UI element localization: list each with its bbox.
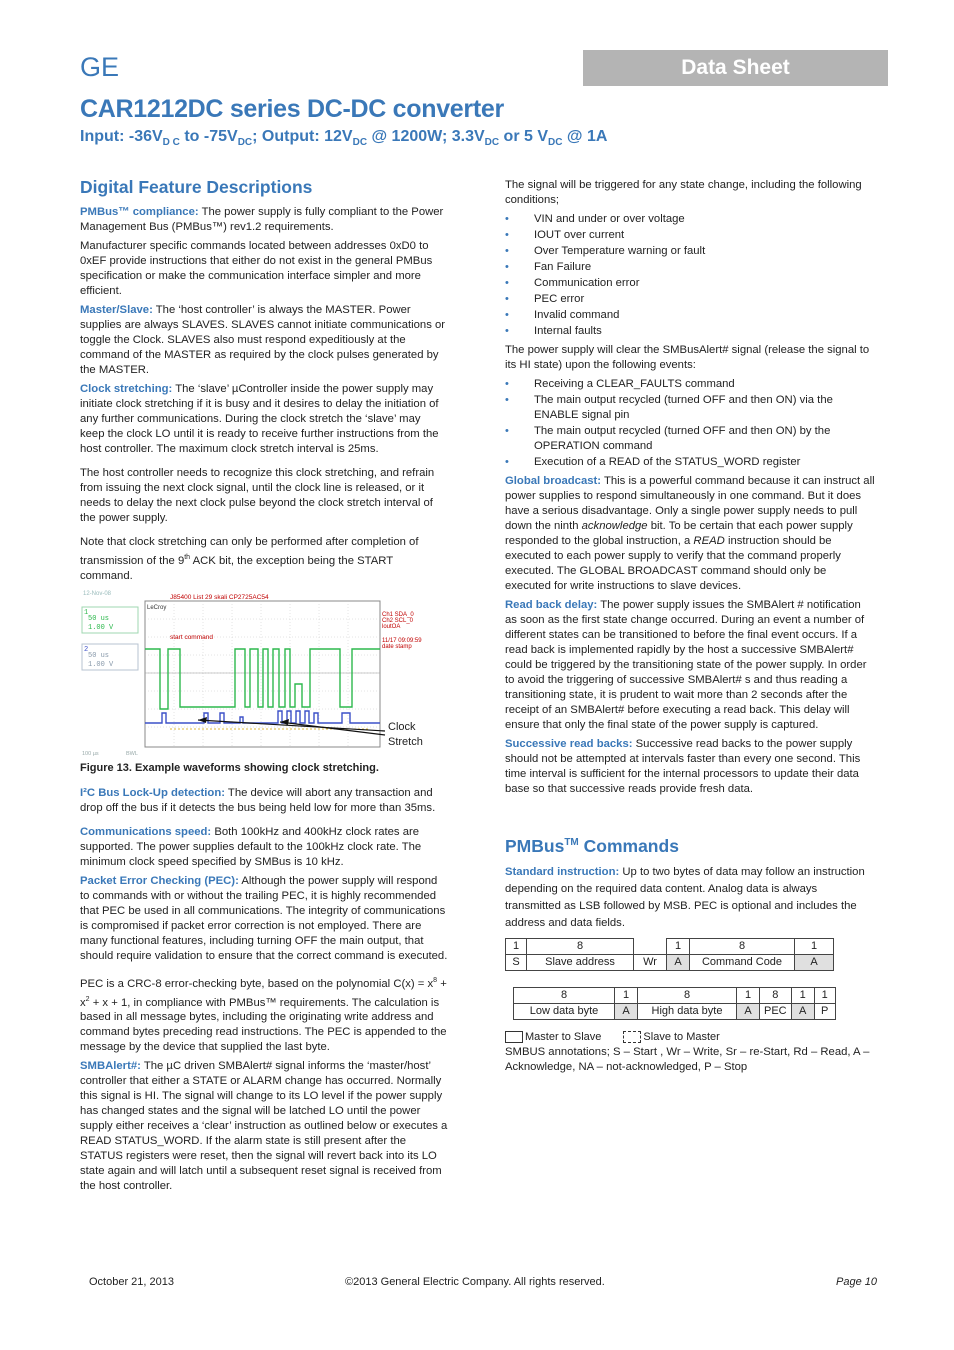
table-cell: Wr (634, 954, 667, 970)
list-item: • PEC error (505, 292, 875, 307)
table-cell: 1 (506, 938, 527, 954)
scope-bottom-label-b: BWL (126, 750, 138, 757)
global-broadcast-emphasis: acknowledge (581, 520, 648, 532)
scope-top-label: 12-Nov-08 (83, 590, 112, 597)
pec-text: Although the power supply will respond to commands with or without the trailing PEC, it is highly recommended that PEC be used in all communications. The integrity of communications is compromised if packet error correction is not employed. There are many functional features, including turning OFF the main output, that should require validation to ensure that the correct command is executed. (80, 874, 448, 962)
table-cell: 1 (814, 987, 835, 1003)
read-back-delay-text: The power supply issues the SMBAlert # notification as soon as the first state change occurred. During an event a number of different states can be transitioned to before the final event occurs. If a read back is implemented rapidly by the host a successive SMBAlert# could be triggered by the transitioning state of the power supply. In order to avoid the triggering of successive SMBAlert# s and thus reading a transitioning state, it is prudent to wait more than 2 seconds after the receipt of an SMBAlert# before executing a read back. This delay will ensure that only the final state of the power supply is captured. (505, 599, 867, 731)
subtitle-part: @ 1A (562, 128, 608, 145)
list-item: • Internal faults (505, 324, 875, 339)
standard-instruction-text: Up to two bytes of data may follow an instruction depending on the required data content. Analog data is always transmitted as LSB followed by MSB. PEC is optional and includes the address and data fields. (505, 865, 865, 929)
scope-bottom-label-a: 100 µs (82, 750, 99, 757)
table-cell: 1 (667, 938, 690, 954)
table-cell: 8 (514, 987, 615, 1003)
master-slave-label: Master/Slave: (80, 304, 153, 316)
i2c-lockup-text: The device will abort any transaction and drop off the bus if it detects the bus being held low for more than 35ms. (80, 786, 436, 814)
direction-legend (505, 1030, 875, 1045)
command-format-table-2 (513, 987, 836, 1020)
trigger-intro: The signal will be triggered for any state change, including the following conditions; (505, 179, 862, 206)
scope-ch3-label: loutOA (382, 623, 401, 630)
pmbus-compliance-text: The power supply is fully compliant to the Power Management Bus (PMBus™) rev1.2 requirements. (80, 206, 444, 233)
global-broadcast-text: instruction should be executed to each power supply to verify that the command properly executed. The GLOBAL BROADCAST command should only be executed for write instructions to slave devices. (505, 535, 841, 592)
smbalert-label: SMBAlert#: (80, 1060, 141, 1073)
table-cell: Low data byte (514, 1003, 615, 1019)
table-cell: A (615, 1003, 638, 1019)
clock-stretching-label: Clock stretching: (80, 383, 173, 395)
read-back-delay-paragraph (505, 598, 875, 733)
table-cell: S (506, 954, 527, 970)
list-item: • Receiving a CLEAR_FAULTS command (505, 377, 875, 392)
note-text: Note that clock stretching can only be performed after completion of transmission of the 9 (80, 536, 419, 567)
list-item: • Fan Failure (505, 260, 875, 275)
comm-speed-paragraph (80, 825, 448, 870)
master-to-slave-swatch (505, 1031, 523, 1043)
table-row (506, 954, 834, 970)
footer-copyright: ©2013 General Electric Company. All rights reserved. (345, 1276, 605, 1288)
note-superscript: th (184, 554, 191, 561)
table-cell: 1 (795, 938, 834, 954)
global-broadcast-text: This is a powerful command because it can instruct all power supplies to respond simultaneously in one command. But it does have a serious disadvantage. Only a single power supply needs to pull down the ninth (505, 475, 875, 532)
table-cell: A (795, 954, 834, 970)
table-cell: 8 (690, 938, 795, 954)
global-broadcast-text: bit. To be certain that each power supply responded to the global instruction, a (505, 520, 853, 547)
table-cell: High data byte (638, 1003, 737, 1019)
right-column (505, 178, 875, 1079)
smbalert-text: The µC driven SMBAlert# signal informs the ‘master/host’ controller that either a STATE or ALARM change has occurred. Normally this signal is HI. The signal will change to its LO level if the power supply has changed states and the signal will be latched LO until the power supply either receives a ‘clear’ instruction as outlined below or executes a READ STATUS_WORD. If the alarm state is still present after the STATUS registers were reset, then the signal will revert back into its LO state again and will latch until a subsequent reset signal is received from the host controller. (80, 1060, 448, 1193)
table-cell: P (814, 1003, 835, 1019)
table-cell: A (667, 954, 690, 970)
pmbus-compliance-paragraph (80, 205, 448, 235)
clear-intro: The power supply will clear the SMBusAlert# signal (release the signal to its HI state) upon the following events: (505, 344, 870, 371)
scope-ch1-label: Ch1 SDA_0 (382, 611, 414, 618)
ch2-scale: 50 us (88, 651, 110, 660)
pec-paragraph (80, 874, 448, 964)
subtitle-part: or 5 V (499, 128, 548, 145)
trigger-list (505, 212, 875, 339)
table-cell: 1 (737, 987, 760, 1003)
data-sheet-banner (583, 50, 888, 86)
list-item: • IOUT over current (505, 228, 875, 243)
figure-caption: Figure 13. Example waveforms showing clock stretching. (80, 761, 379, 774)
table-cell: Command Code (690, 954, 795, 970)
subtitle-sub: DC (352, 137, 368, 149)
crc-text: + x + 1, in compliance with PMBus™ requirements. The calculation is based in all message bytes, including the originating write address and command bytes preceding read instructions. The PEC is appended to the message by the device that supplied the last byte. (80, 996, 447, 1054)
global-broadcast-label: Global broadcast: (505, 475, 602, 487)
crc-superscript: 8 (433, 976, 438, 984)
successive-read-backs-paragraph (505, 737, 875, 797)
table-cell: 8 (527, 938, 634, 954)
smbus-annotations: SMBUS annotations; S – Start , Wr – Write, Sr – re-Start, Rd – Read, A – Acknowledge, NA – not-acknowledged, P – Stop (505, 1045, 870, 1073)
i2c-lockup-paragraph (80, 786, 448, 816)
section-heading-pmbus-commands (505, 835, 875, 854)
successive-read-backs-text: Successive read backs to the power supply should not be attempted at intervals faster than every one second. This time interval is sufficient for the internal processors to update their data base so that successive reads provide fresh data. (505, 738, 861, 795)
subtitle-sub: D C (162, 137, 180, 149)
oscilloscope-figure (80, 589, 448, 757)
table-row (514, 987, 836, 1003)
heading-superscript: TM (564, 837, 579, 848)
clock-stretching-text: The ‘slave’ µController inside the power supply may initiate clock stretching if it is busy and it desires to delay the initiation of any further communications. During the clock stretch the ‘slave’ may keep the clock LO until it is ready to receive further instructions from the host controller. The maximum clock stretch interval is 25ms. (80, 383, 439, 455)
subtitle-part: ; Output: 12V (252, 128, 353, 145)
clock-stretch-label-2: Stretch (388, 735, 423, 748)
host-controller-paragraph: The host controller needs to recognize this clock stretching, and refrain from issuing the next clock signal, until the clock line is released, or it needs to delay the next clock pulse beyond the clock stretch interval of the power supply. (80, 467, 435, 524)
table-cell: 1 (791, 987, 814, 1003)
pmbus-compliance-label: PMBus™ compliance: (80, 206, 199, 218)
heading-part: Commands (578, 835, 679, 856)
slave-to-master-swatch (623, 1031, 641, 1043)
table-cell: A (737, 1003, 760, 1019)
table-cell: 8 (638, 987, 737, 1003)
heading-part: PMBus (505, 835, 565, 856)
ge-logo: GE (80, 52, 120, 82)
master-to-slave-label: Master to Slave (525, 1030, 602, 1043)
subtitle-part: Input: -36V (80, 128, 163, 145)
footer-date: October 21, 2013 (89, 1276, 175, 1288)
crc-text: PEC is a CRC-8 error-checking byte, based on the polynomial C(x) = x (80, 977, 434, 990)
list-item: • Over Temperature warning or fault (505, 244, 875, 259)
subtitle-sub: DC (484, 137, 500, 149)
ch1-volt: 1.00 V (88, 623, 114, 632)
document-title: CAR1212DC series DC-DC converter (80, 95, 504, 123)
crc-text: + x (80, 977, 447, 1009)
section-heading-digital-features: Digital Feature Descriptions (80, 177, 313, 197)
ch2-volt: 1.00 V (88, 660, 114, 669)
table-cell: 8 (760, 987, 792, 1003)
crc-paragraph (80, 973, 448, 1056)
document-subtitle (80, 128, 607, 148)
table-row (514, 1003, 836, 1019)
ch2-number: 2 (84, 645, 89, 654)
successive-read-backs-label: Successive read backs: (505, 738, 633, 750)
crc-superscript: 2 (85, 995, 90, 1003)
scope-header: J85400 List 29 skali CP2725AC54 (170, 593, 269, 601)
manufacturer-commands-paragraph: Manufacturer specific commands located between addresses 0xD0 to 0xEF provide instructions that either do not exist in the general PMBus specification or make the communication interface simpler and more efficient. (80, 240, 433, 297)
list-item: • The main output recycled (turned OFF and then ON) via the ENABLE signal pin (505, 393, 875, 423)
clear-list (505, 377, 875, 470)
table-cell (634, 938, 667, 954)
note-paragraph (80, 535, 448, 584)
subtitle-sub: DC (548, 137, 563, 149)
list-item: • The main output recycled (turned OFF and then ON) by the OPERATION command (505, 424, 875, 454)
note-text: ACK bit, the exception being the START command. (80, 554, 393, 582)
table-cell: PEC (760, 1003, 792, 1019)
i2c-lockup-label: I²C Bus Lock-Up detection: (80, 786, 225, 799)
read-back-delay-label: Read back delay: (505, 599, 598, 611)
comm-speed-text: Both 100kHz and 400kHz clock rates are supported. The power supplies default to the 100kHz clock rate. The minimum clock speed specified by SMBus is 10 kHz. (80, 825, 422, 868)
standard-instruction-label: Standard instruction: (505, 865, 620, 878)
start-command-label: start command (170, 633, 213, 641)
list-item: • Communication error (505, 276, 875, 291)
table-row (506, 938, 834, 954)
scope-date-stamp: date stamp (382, 643, 412, 650)
command-format-table-1 (505, 938, 834, 971)
global-broadcast-emphasis: READ (693, 535, 725, 547)
slave-to-master-label: Slave to Master (643, 1030, 720, 1043)
list-item: • Invalid command (505, 308, 875, 323)
global-broadcast-paragraph (505, 474, 875, 594)
subtitle-sub: DC (237, 137, 253, 149)
subtitle-part: @ 1200W; 3.3V (367, 128, 485, 145)
clock-stretching-paragraph (80, 382, 448, 457)
ch1-number: 1 (84, 608, 89, 617)
smbalert-paragraph (80, 1059, 448, 1194)
list-item: • VIN and under or over voltage (505, 212, 875, 227)
master-slave-text: The ‘host controller’ is always the MASTER. Power supplies are always SLAVES. SLAVES cannot initiate communications or toggle the Clock. SLAVES also must respond expeditiously at the command of the MASTER as required by the clock pulses generated by the MASTER. (80, 304, 446, 376)
standard-instruction-paragraph (505, 864, 875, 932)
table-cell: 1 (615, 987, 638, 1003)
list-item: • Execution of a READ of the STATUS_WORD register (505, 455, 875, 470)
master-slave-paragraph (80, 303, 448, 378)
banner-label: Data Sheet (681, 56, 790, 79)
scope-brand: LeCroy (147, 604, 167, 611)
left-column (80, 177, 448, 1198)
ch1-scale: 50 us (88, 614, 110, 623)
oscilloscope-screenshot (80, 589, 448, 757)
clock-stretch-label-1: Clock (388, 720, 416, 733)
footer-page-number: Page 10 (836, 1276, 877, 1288)
scope-timestamp: 11/17 09:09:59 (382, 637, 422, 644)
table-cell: A (791, 1003, 814, 1019)
subtitle-part: to -75V (179, 128, 238, 145)
comm-speed-label: Communications speed: (80, 825, 212, 838)
scope-ch2-label: Ch2 SCL_0 (382, 617, 414, 624)
pec-label: Packet Error Checking (PEC): (80, 874, 239, 887)
table-cell: Slave address (527, 954, 634, 970)
